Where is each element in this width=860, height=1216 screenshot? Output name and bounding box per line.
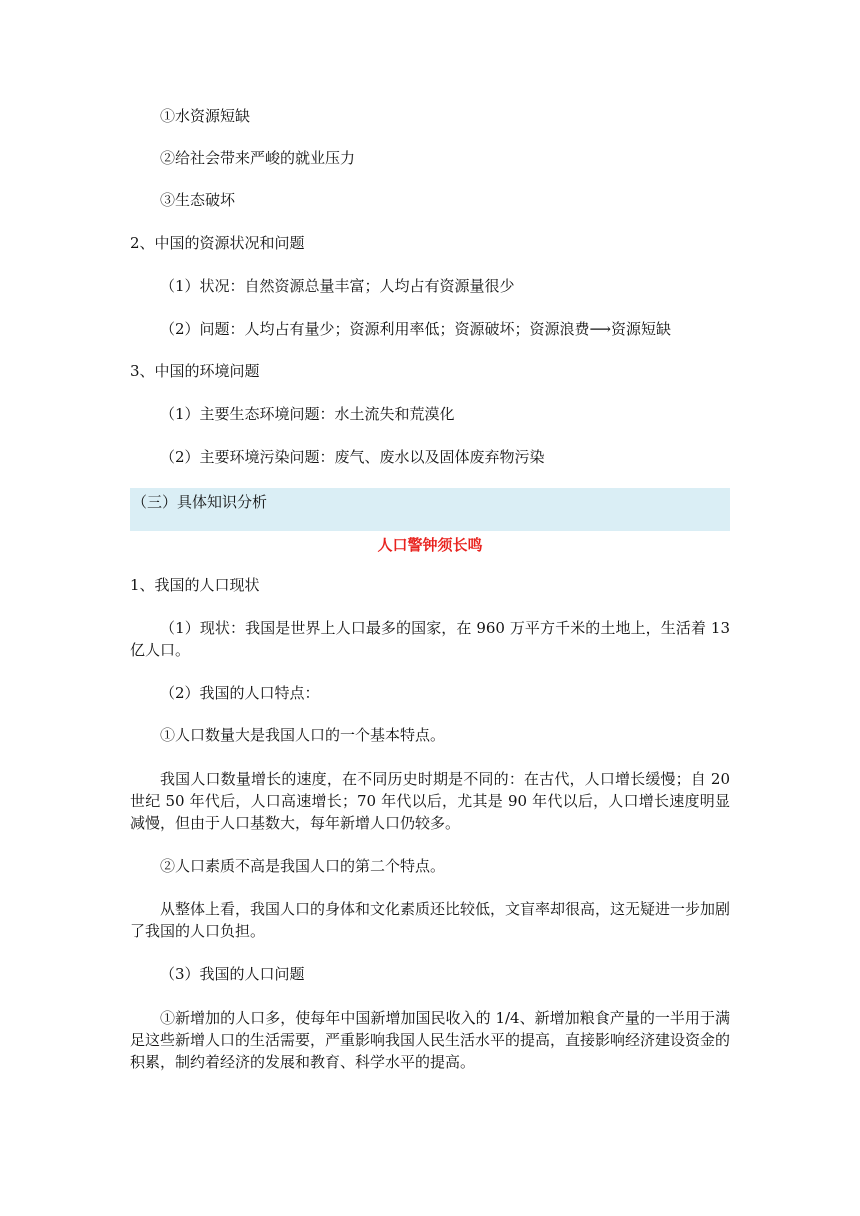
section-banner	[130, 488, 730, 531]
population-features-heading: （2）我国的人口特点：	[160, 684, 320, 702]
paragraph-growth-speed: 我国人口数量增长的速度，在不同历史时期是不同的：在古代，人口增长缓慢；自 20 世纪 50 年代后，人口高速增长；70 年代以后，尤其是 90 年代以后，人口增长速度明显减慢，但由于人口基数大，每年新增人口仍较多。	[130, 770, 730, 832]
banner-label: （三）具体知识分析	[132, 493, 268, 511]
environment-ecology: （1）主要生态环境问题：水土流失和荒漠化	[160, 405, 455, 423]
list-item-ecological-damage: ③生态破坏	[160, 191, 236, 209]
section-title: 人口警钟须长鸣	[377, 536, 483, 554]
paragraph-quality: 从整体上看，我国人口的身体和文化素质还比较低，文盲率却很高，这无疑进一步加剧了我国的人口负担。	[130, 900, 731, 940]
feature-low-quality: ②人口素质不高是我国人口的第二个特点。	[160, 857, 446, 875]
paragraph-new-population: ①新增加的人口多，使每年中国新增加国民收入的 1/4、新增加粮食产量的一半用于满足这些新增人口的生活需要，严重影响我国人民生活水平的提高，直接影响经济建设资金的积累，制约着经济的发展和教育、科学水平的提高。	[130, 1009, 731, 1071]
feature-large-population: ①人口数量大是我国人口的一个基本特点。	[160, 726, 446, 744]
resource-status: （1）状况：自然资源总量丰富；人均占有资源量很少	[160, 277, 515, 295]
paragraph-current-status: （1）现状：我国是世界上人口最多的国家，在 960 万平方千米的土地上，生活着 13 亿人口。	[130, 619, 730, 659]
resource-problems: （2）问题：人均占有量少；资源利用率低；资源破坏；资源浪费⟶资源短缺	[160, 320, 672, 338]
list-item-employment-pressure: ②给社会带来严峻的就业压力	[160, 149, 356, 167]
heading-environment: 3、中国的环境问题	[130, 362, 260, 380]
heading-resources: 2、中国的资源状况和问题	[130, 234, 305, 252]
list-item-water-shortage: ①水资源短缺	[160, 107, 251, 125]
heading-population-status: 1、我国的人口现状	[130, 576, 260, 594]
environment-pollution: （2）主要环境污染问题：废气、废水以及固体废弃物污染	[160, 448, 545, 466]
population-problems-heading: （3）我国的人口问题	[160, 965, 305, 983]
